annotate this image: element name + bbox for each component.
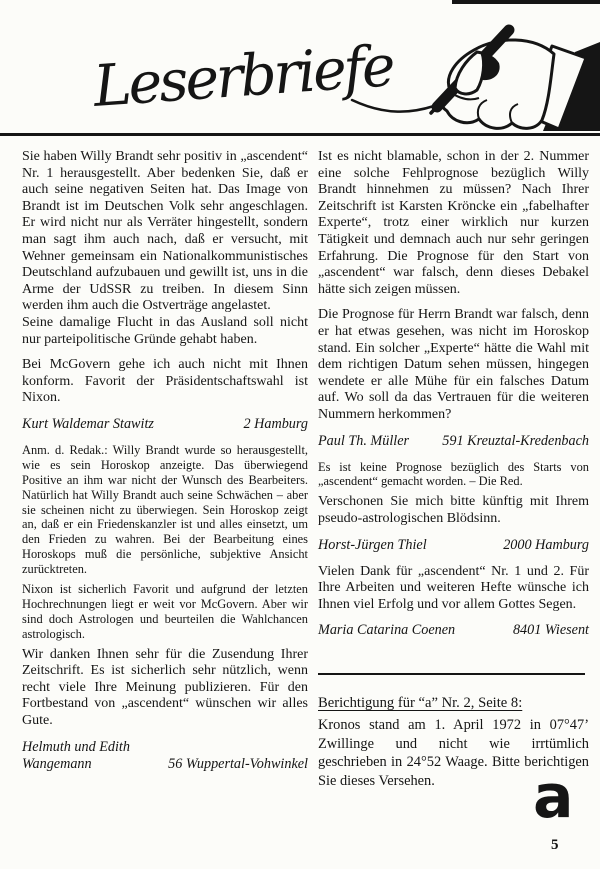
signature-city: 56 Wuppertal-Vohwinkel <box>168 755 308 772</box>
editor-note: Nixon ist sicherlich Favorit und aufgrund der letzten Hochrechnungen liegt er weit vor McGovern. Aber wir sind doch Astrologen und beurteilen die Wahlchancen astrologisch. <box>22 582 308 641</box>
right-column <box>318 149 589 790</box>
ascendent-logo-a: a <box>533 762 574 832</box>
letter-paragraph: Verschonen Sie mich bitte künftig mit Ihrem pseudo-astrologischen Blödsinn. <box>318 494 589 526</box>
correction-body: Kronos stand am 1. April 1972 in 07°47’ Zwillinge und nicht wie irrtümlich geschrieben in 24°52 Waage. Bitte berichtigen Sie dieses Versehen. <box>318 717 589 789</box>
signature-city: 2000 Hamburg <box>503 536 589 553</box>
letter-paragraph: Sie haben Willy Brandt sehr positiv in „ascendent“ Nr. 1 herausgestellt. Aber bedenken Sie, daß er auch seine negativen Seiten hat. Das Image von Brandt ist im Deutschen Volk sehr angeschlagen. Er wird nicht nur als Verräter hingestellt, sondern man sagt ihm auch nach, daß er versucht, mit Wehner gemeinsam ein Nationalkommunistisches Deutschland aufzubauen und gewillt ist, uns in die Arme der UdSSR zu treiben. In diesem Sinn werden ihm auch die Ostverträge angelastet. <box>22 149 308 314</box>
letter-paragraph: Vielen Dank für „ascendent“ Nr. 1 und 2. Für Ihre Arbeiten und weiteren Hefte wünsche ich Ihnen viel Erfolg und vor allem Gottes Segen. <box>318 563 589 612</box>
signature-name-line2: Wangemann <box>22 755 92 772</box>
letter-signature <box>318 433 589 450</box>
page-number: 5 <box>551 837 559 853</box>
signature-name: Maria Catarina Coenen <box>318 622 456 639</box>
letter-signature <box>22 416 308 433</box>
page-title-script: Leserbriefe <box>91 33 395 120</box>
editor-note: Anm. d. Redak.: Willy Brandt wurde so herausgestellt, wie es sein Horoskop anzeigte. Das überwiegend Positive an ihm war nicht der Wunsch des Bearbeiters. Natürlich hat Willy Brandt auch seine Schwächen – aber sie scheinen nicht zu überwiegen. Sein Horoskop zeigt an, daß er ein Friedenskanzler ist und alles einsetzt, um den Frieden zu wahren. Bei der Bearbeitung eines Horoskops muß die persönliche, subjektive Ansicht zurücktreten. <box>22 442 308 577</box>
signature-city: 591 Kreuztal-Kredenbach <box>442 432 589 449</box>
correction-heading: Berichtigung für “a” Nr. 2, Seite 8: <box>318 695 523 712</box>
letter-paragraph: Die Prognose für Herrn Brandt war falsch, denn er hat etwas gesehen, was nicht im Horoskop stand. Ein solcher „Experte“ hätte die Wahl mit dem richtigen Datum sehen müssen, hingegen wendete er alle Mühe für ein falsches Datum auf. Wo soll da das Vertrauen für die weiteren Nummern herkommen? <box>318 307 589 422</box>
letter-paragraph: Wir danken Ihnen sehr für die Zusendung Ihrer Zeitschrift. Es ist sicherlich sehr nützlich, wenn recht viele Ihre Meinung publizieren. Für den Fortbestand von „ascendent“ wünschen wir alles Gute. <box>22 646 308 729</box>
letter-signature <box>318 537 589 554</box>
letter-signature <box>318 622 589 639</box>
letter-signature <box>22 739 308 773</box>
signature-city: 2 Hamburg <box>243 415 308 432</box>
left-column <box>22 149 308 783</box>
signature-name: Paul Th. Müller <box>318 432 410 449</box>
hand-with-pen-icon <box>431 30 600 131</box>
editor-note: Es ist keine Prognose bezüglich des Starts von „ascendent“ gemacht worden. – Die Red. <box>318 459 589 489</box>
header-illustration <box>0 0 600 146</box>
signature-name: Horst-Jürgen Thiel <box>318 536 427 553</box>
signature-name: Kurt Waldemar Stawitz <box>22 415 154 432</box>
header-divider <box>0 133 600 136</box>
signature-city: 8401 Wiesent <box>512 622 589 639</box>
correction-divider <box>318 673 585 675</box>
letter-paragraph: Seine damalige Flucht in das Ausland soll nicht nur parteipolitische Gründe gehabt haben. <box>22 314 308 347</box>
signature-name-line1: Helmuth und Edith <box>22 738 130 755</box>
letter-paragraph: Ist es nicht blamable, schon in der 2. Nummer eine solche Fehlprognose bezüglich Willy Brandt hinnehmen zu müssen? Nach Ihrer Zeitschrift ist Karsten Kröncke ein „fabelhafter Experte“, trotz einer wirklich nur kurzen Tätigkeit und demnach auch nur sehr geringen Erfahrung. Die Prognose für den Start von „ascendent“ war falsch, denn dieses Debakel hätte sich zeigen müssen. <box>318 149 589 297</box>
pen-flourish-line <box>352 100 434 112</box>
letter-paragraph: Bei McGovern gehe ich auch nicht mit Ihnen konform. Favorit der Präsidentschaftswahl ist Nixon. <box>22 357 308 406</box>
top-edge-bar <box>452 0 600 4</box>
